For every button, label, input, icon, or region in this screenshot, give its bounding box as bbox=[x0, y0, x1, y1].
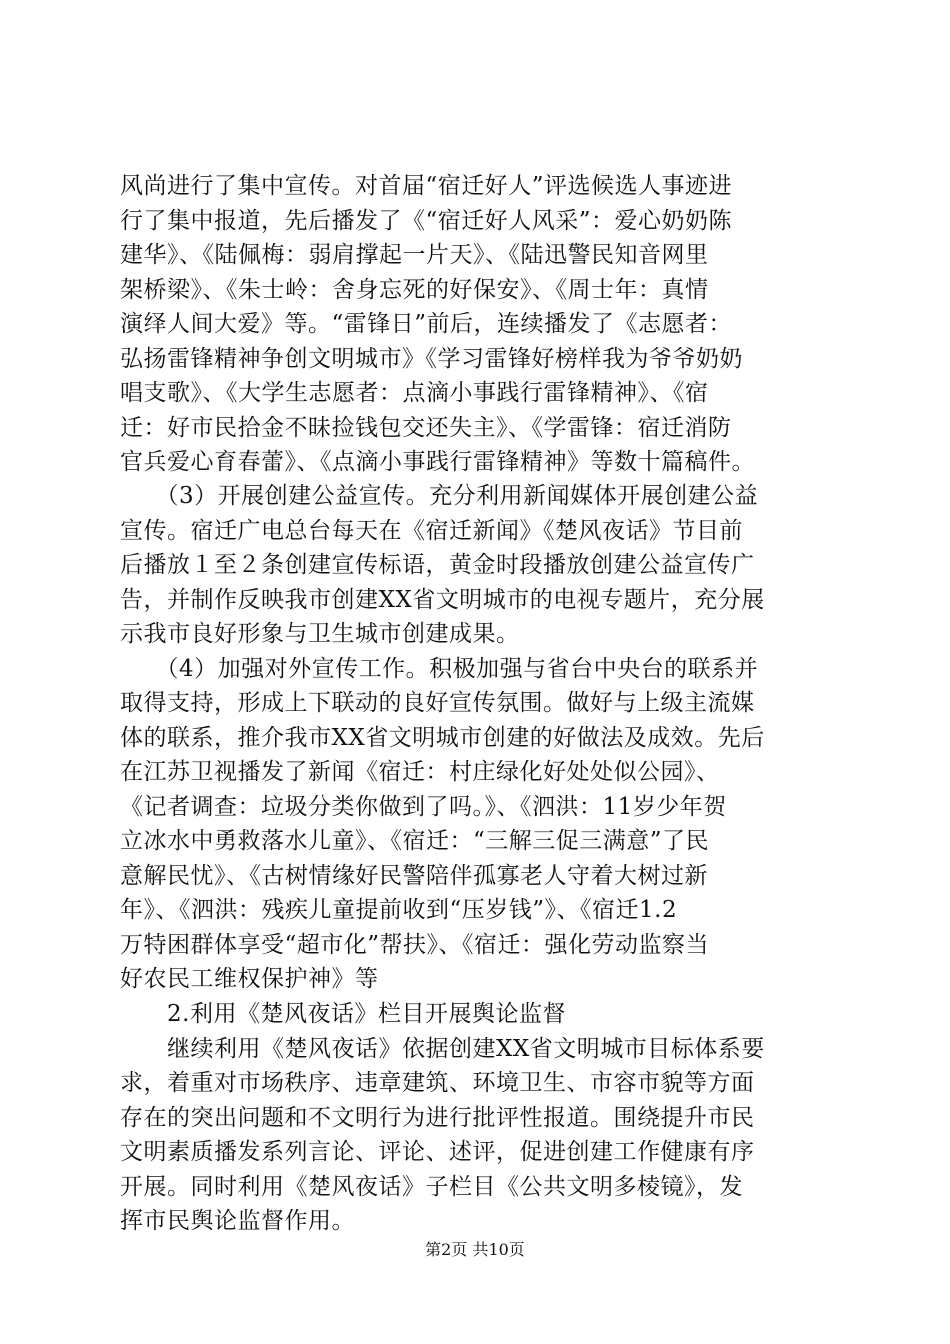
text-line: 告，并制作反映我市创建XX省文明城市的电视专题片，充分展 bbox=[120, 587, 765, 613]
text-line: 迁：好市民拾金不昧捡钱包交还失主》、《学雷锋：宿迁消防 bbox=[120, 415, 732, 441]
text-line: 演绎人间大爱》等。“雷锋日”前后，连续播发了《志愿者： bbox=[120, 311, 733, 337]
text-line: 弘扬雷锋精神争创文明城市》《学习雷锋好榜样我为爷爷奶奶 bbox=[120, 346, 743, 372]
text-line: 年》、《泗洪：残疾儿童提前收到“压岁钱”》、《宿迁1.2 bbox=[120, 897, 678, 923]
text-line: 体的联系，推介我市XX省文明城市创建的好做法及成效。先后 bbox=[120, 725, 765, 751]
page-footer: 第2页 共10页 bbox=[425, 1240, 525, 1259]
text-line: 求，着重对市场秩序、违章建筑、环境卫生、市容市貌等方面 bbox=[120, 1070, 755, 1096]
text-line: 架桥梁》、《朱士岭：舍身忘死的好保安》、《周士年：真情 bbox=[120, 277, 709, 303]
text-line: 意解民忧》、《古树情缘好民警陪伴孤寡老人守着大树过新 bbox=[120, 863, 708, 889]
text-line: （4）加强对外宣传工作。积极加强与省台中央台的联系并 bbox=[120, 656, 759, 682]
text-line: 建华》、《陆佩梅：弱肩撑起一片天》、《陆迅警民知音网里 bbox=[120, 242, 709, 268]
text-line: 行了集中报道，先后播发了《“宿迁好人风采”：爱心奶奶陈 bbox=[120, 208, 733, 234]
text-line: 继续利用《楚风夜话》依据创建XX省文明城市目标体系要 bbox=[120, 1036, 765, 1062]
text-line: 开展。同时利用《楚风夜话》子栏目《公共文明多棱镜》，发 bbox=[120, 1174, 743, 1200]
text-line: 挥市民舆论监督作用。 bbox=[120, 1208, 355, 1234]
text-line: 官兵爱心育春蕾》、《点滴小事践行雷锋精神》等数十篇稿件。 bbox=[120, 449, 755, 475]
text-line: 好农民工维权保护神》等 bbox=[120, 966, 379, 992]
text-line: 风尚进行了集中宣传。对首届“宿迁好人”评选候选人事迹进 bbox=[120, 173, 733, 199]
text-line: 示我市良好形象与卫生城市创建成果。 bbox=[120, 621, 520, 647]
text-line: 宣传。宿迁广电总台每天在《宿迁新闻》《楚风夜话》节目前 bbox=[120, 518, 743, 544]
text-line: 存在的突出问题和不文明行为进行批评性报道。围绕提升市民 bbox=[120, 1105, 755, 1131]
text-line: 文明素质播发系列言论、评论、述评，促进创建工作健康有序 bbox=[120, 1139, 755, 1165]
text-line: 《记者调查：垃圾分类你做到了吗。》、《泗洪：11岁少年贺 bbox=[120, 794, 727, 820]
text-line: （3）开展创建公益宣传。充分利用新闻媒体开展创建公益 bbox=[120, 483, 759, 509]
section-heading: 2.利用《楚风夜话》栏目开展舆论监督 bbox=[120, 1001, 566, 1027]
text-line: 立冰水中勇救落水儿童》、《宿迁：“三解三促三满意”了民 bbox=[120, 828, 710, 854]
text-line: 后播放１至２条创建宣传标语，黄金时段播放创建公益宣传广 bbox=[120, 552, 755, 578]
text-line: 万特困群体享受“超市化”帮扶》、《宿迁：强化劳动监察当 bbox=[120, 932, 710, 958]
text-line: 唱支歌》、《大学生志愿者：点滴小事践行雷锋精神》、《宿 bbox=[120, 380, 709, 406]
text-line: 取得支持，形成上下联动的良好宣传氛围。做好与上级主流媒 bbox=[120, 690, 755, 716]
text-line: 在江苏卫视播发了新闻《宿迁：村庄绿化好处处似公园》、 bbox=[120, 759, 720, 785]
